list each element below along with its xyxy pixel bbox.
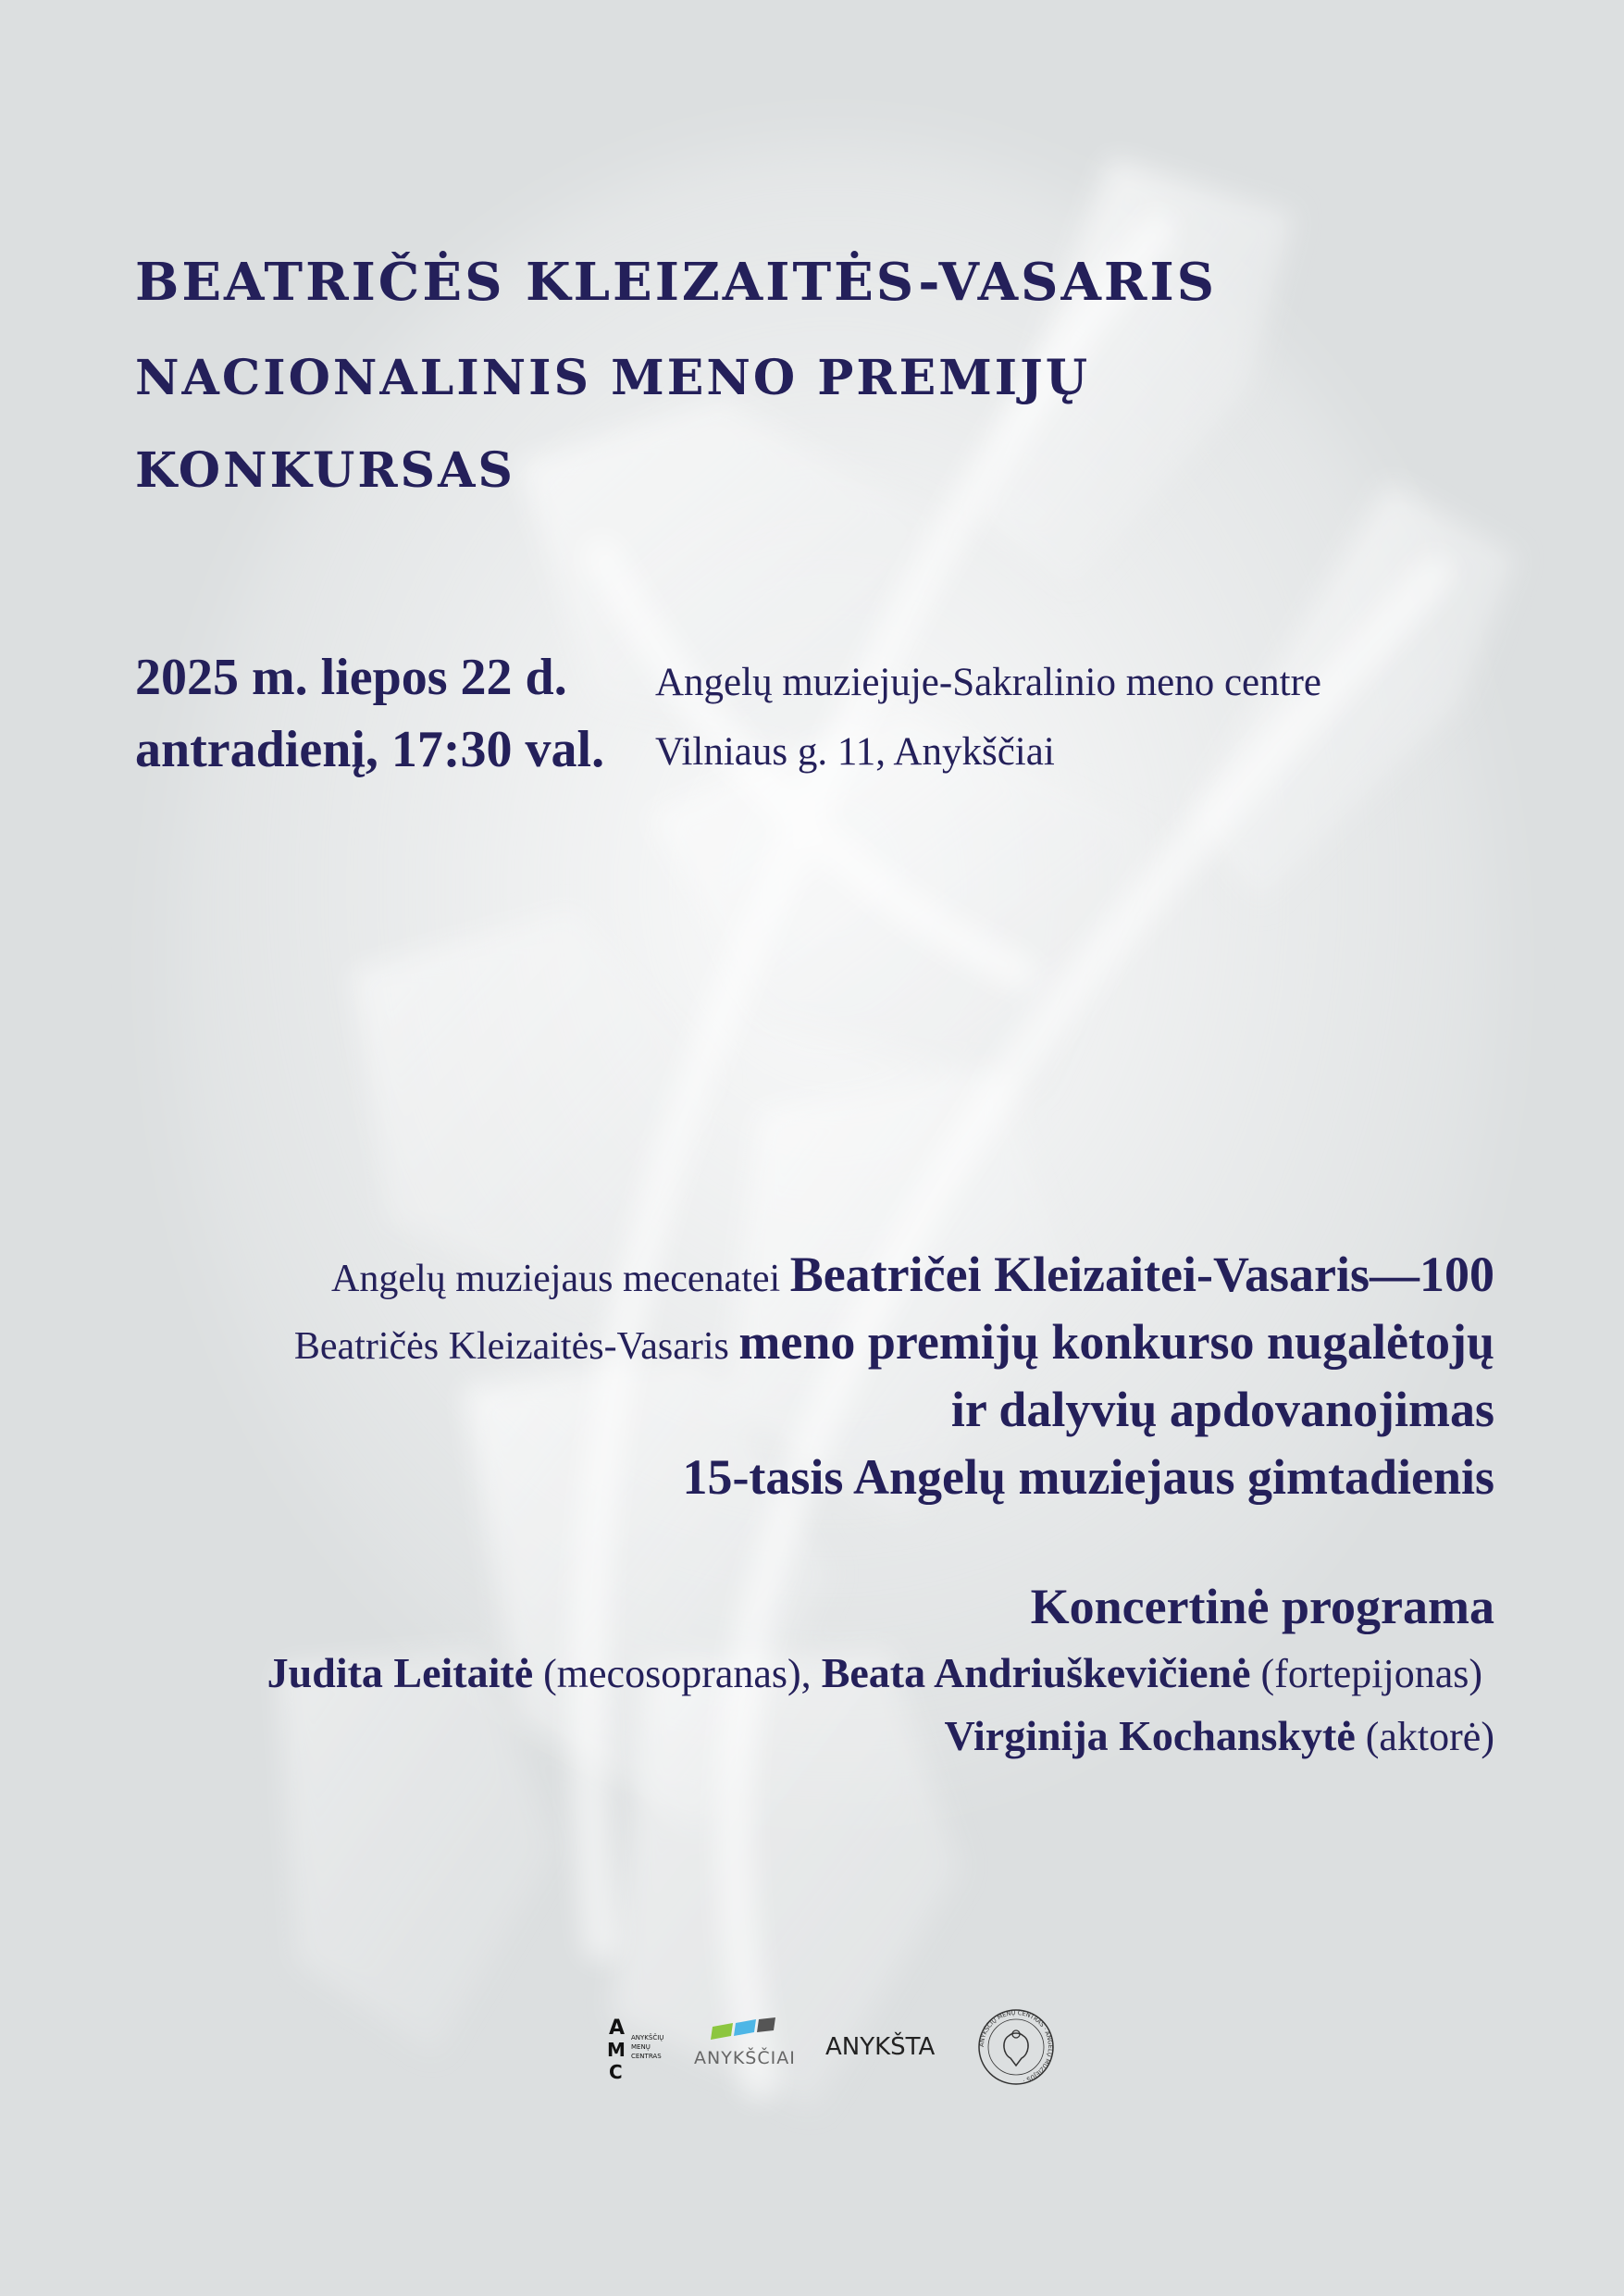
performer-role: (mecosopranas), <box>533 1651 822 1696</box>
amc-text-2: MENŲ <box>631 2043 651 2051</box>
performer-name: Virginija Kochanskytė <box>944 1712 1356 1759</box>
program-line-3-strong: ir dalyvių apdovanojimas <box>950 1382 1494 1437</box>
venue-address: Vilniaus g. 11, Anykščiai <box>655 730 1055 774</box>
amc-logo <box>607 2017 663 2083</box>
event-date: 2025 m. liepos 22 d. <box>135 649 567 706</box>
program-line-1 <box>331 1246 1494 1303</box>
performers-line-1 <box>267 1648 1482 1697</box>
sponsor-logos <box>601 1999 1064 2091</box>
anyksta-text: ANYKŠTA <box>825 2033 936 2061</box>
anyksta-logo <box>825 2031 936 2061</box>
venue-name: Angelų muziejuje-Sakralinio meno centre <box>655 661 1321 704</box>
seal-text: ANYKŠČIŲ MENŲ CENTRAS · ANGELŲ MUZIEJUS · <box>977 2008 1055 2085</box>
performer-name: Judita Leitaitė <box>267 1649 534 1696</box>
program-line-2-light: Beatričės Kleizaitės-Vasaris <box>293 1325 739 1368</box>
performers-line-2 <box>944 1711 1494 1760</box>
title-line-2: NACIONALINIS MENO PREMIJŲ <box>135 350 1091 406</box>
amc-letter-a: A <box>609 2017 626 2040</box>
title-line-3: KONKURSAS <box>135 442 515 499</box>
amc-letter-c: C <box>609 2061 623 2083</box>
amc-letter-m: M <box>607 2039 626 2061</box>
title-line-1: BEATRIČĖS KLEIZAITĖS-VASARIS <box>135 252 1218 313</box>
program-line-4 <box>682 1448 1494 1506</box>
angel-museum-seal-icon <box>978 2009 1054 2084</box>
amc-text-3: CENTRAS <box>631 2053 662 2060</box>
amc-text-1: ANYKŠČIŲ <box>631 2034 664 2042</box>
performer-role: (fortepijonas) <box>1250 1651 1482 1696</box>
event-time: antradienį, 17:30 val. <box>135 721 605 778</box>
concert-program-heading: Koncertinė programa <box>1030 1579 1494 1634</box>
anyksciai-logo <box>694 2017 796 2068</box>
program-line-2-strong: meno premijų konkurso nugalėtojų <box>738 1314 1494 1370</box>
program-line-4-strong: 15-tasis Angelų muziejaus gimtadienis <box>682 1449 1494 1505</box>
performer-name: Beata Andriuškevičienė <box>821 1649 1251 1696</box>
anyksciai-text: ANYKŠČIAI <box>694 2048 796 2068</box>
performer-role: (aktorė) <box>1355 1714 1494 1759</box>
program-line-3 <box>951 1381 1494 1438</box>
program-line-1-light: Angelų muziejaus mecenatei <box>331 1258 790 1300</box>
program-line-1-strong: Beatričei Kleizaitei-Vasaris—100 <box>789 1247 1494 1302</box>
program-line-2 <box>294 1313 1494 1371</box>
